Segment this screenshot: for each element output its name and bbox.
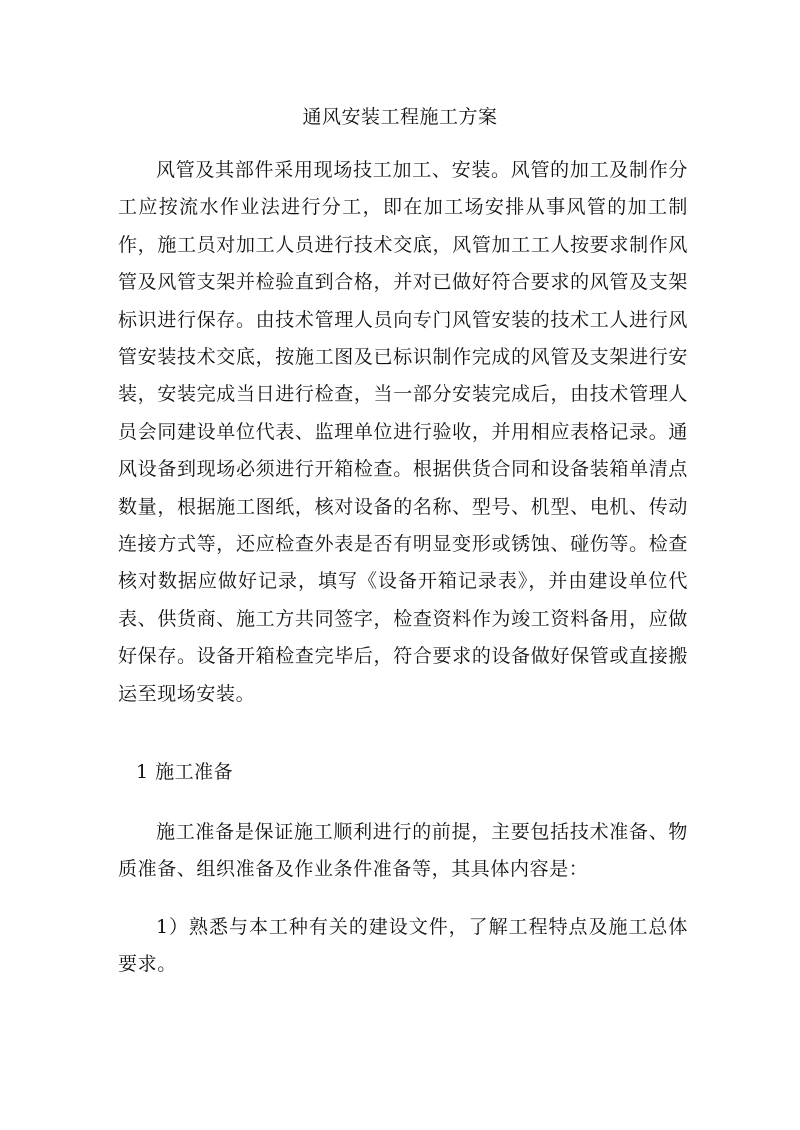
section-heading: 1 施工准备 <box>136 761 234 783</box>
document-title: 通风安装工程施工方案 <box>302 106 498 128</box>
intro-paragraph: 风管及其部件采用现场技工加工、安装。风管的加工及制作分工应按流水作业法进行分工，即在加工场安排从事风管的加工制作，施工员对加工人员进行技术交底，风管加工工人按要求制作风管及风管支架并检验直到合格，并对已做好符合要求的风管及支架标识进行保存。由技术管理人员向专门风管安装的技术工人进行风管安装技术交底，按施工图及已标识制作完成的风管及支架进行安装，安装完成当日进行检查，当一部分安装完成后，由技术管理人员会同建设单位代表、监理单位进行验收，并用相应表格记录。通风设备到现场必须进行开箱检查。根据供货合同和设备装箱单清点数量，根据施工图纸，核对设备的名称、型号、机型、电机、传动连接方式等，还应检查外表是否有明显变形或锈蚀、碰伤等。检查核对数据应做好记录，填写《设备开箱记录表》，并由建设单位代表、供货商、施工方共同签字，检查资料作为竣工资料备用，应做好保存。设备开箱检查完毕后，符合要求的设备做好保管或直接搬运至现场安装。 <box>118 159 688 705</box>
prep-paragraph: 施工准备是保证施工顺利进行的前提，主要包括技术准备、物质准备、组织准备及作业条件准备等，其具体内容是： <box>118 821 688 881</box>
list-item-1: 1）熟悉与本工种有关的建设文件，了解工程特点及施工总体要求。 <box>118 916 688 976</box>
